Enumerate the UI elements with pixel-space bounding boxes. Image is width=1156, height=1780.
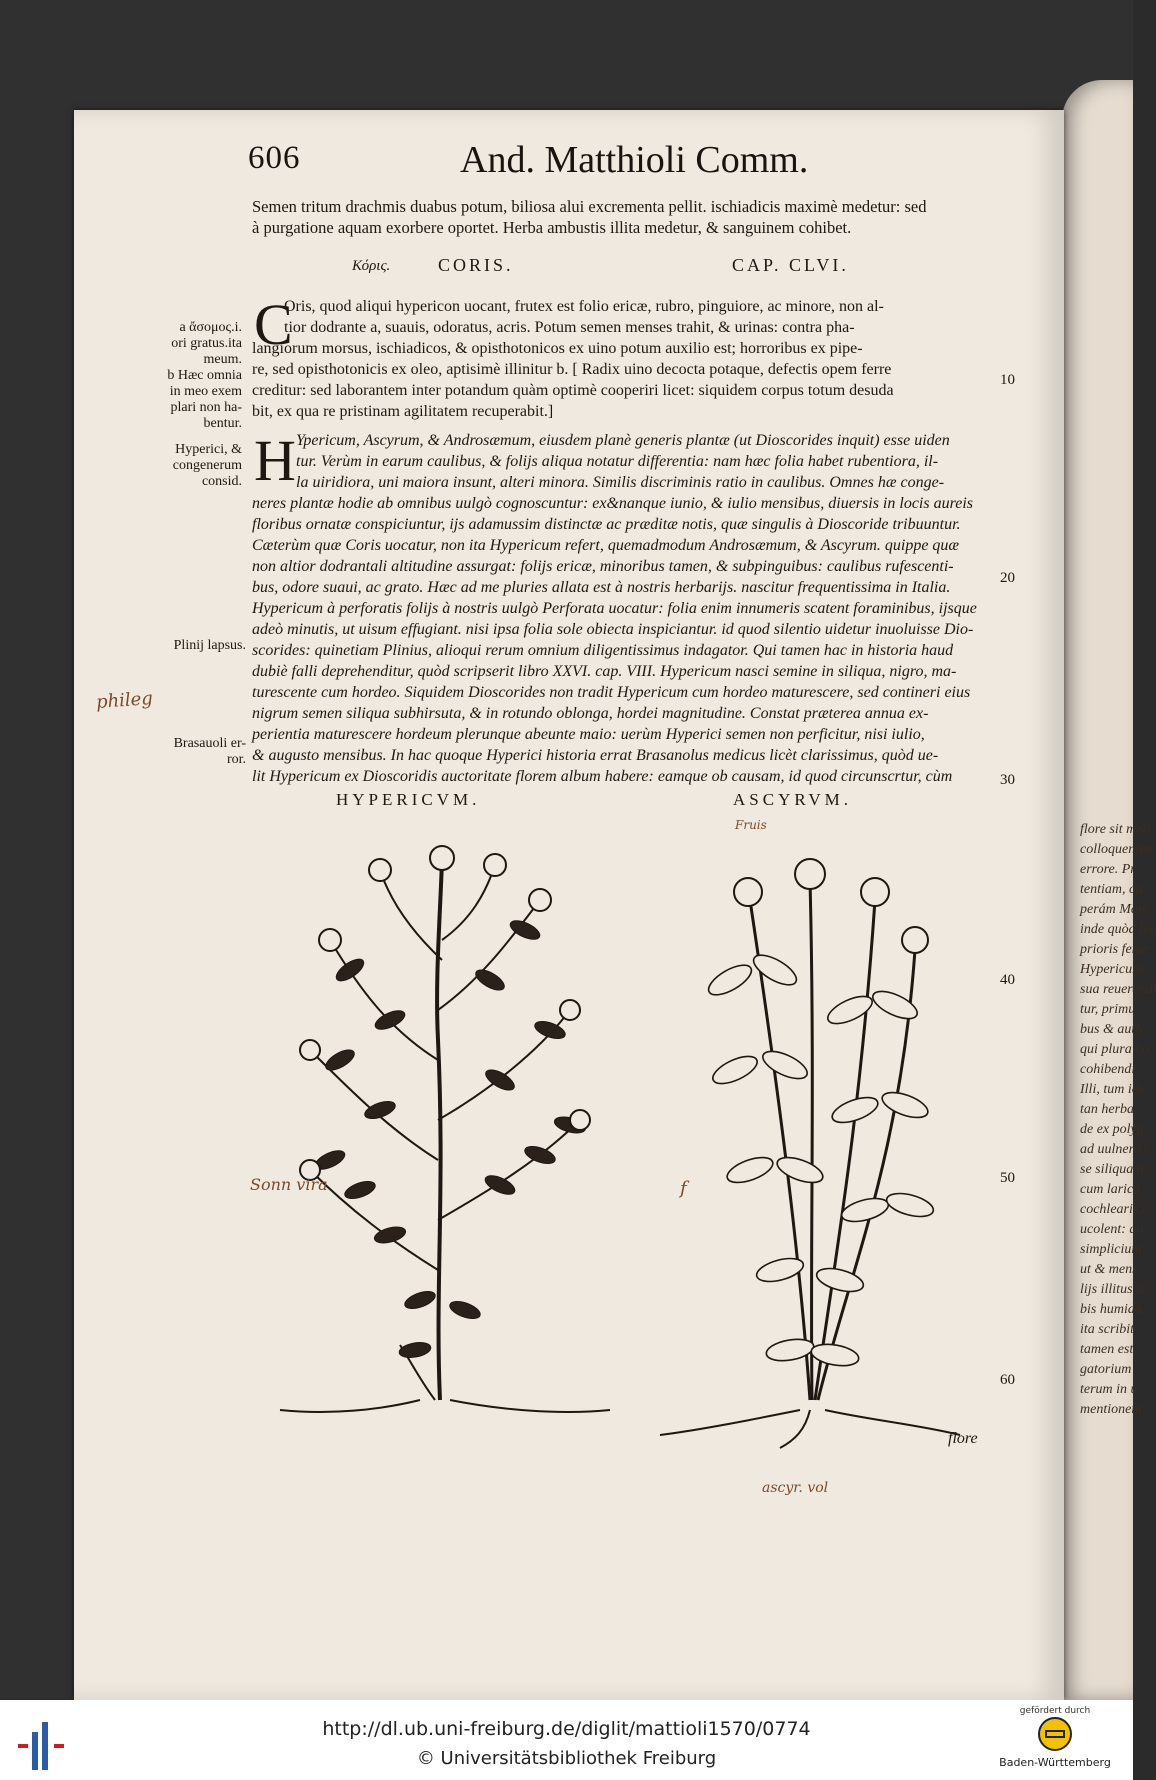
intro-text [252, 196, 992, 238]
facing-line: prioris fente [1080, 942, 1149, 957]
coris-line: Oris, quod aliqui hypericon uocant, frutex est folio ericæ, rubro, pinguiore, ac minore, non al- [284, 298, 884, 315]
hypericum-line: scorides: quinetiam Plinius, alioqui rerum omnium diligentissimus indagator. Qui tamen hac in historia haud [252, 642, 954, 659]
hypericum-line: la uiridiora, uni maiora insunt, alteri minora. Similis discriminis ratio in caulibus. Omnes hæ conge- [296, 474, 945, 491]
margin-note-line: in meo exem [169, 384, 242, 399]
facing-line: simplicium [1080, 1242, 1142, 1257]
hypericum-line: Cæterùm quæ Coris uocatur, non ita Hypericum refert, quemadmodum Androsæmum, & Ascyrum. quippe quæ [252, 537, 960, 554]
facing-page-text [1080, 820, 1156, 1420]
margin-note-plinij: Plinij lapsus. [173, 638, 246, 653]
sponsor-badge [980, 1704, 1130, 1780]
handwritten-margin-note: phileg [95, 688, 154, 713]
margin-note-line: congenerum [172, 458, 242, 473]
line-number: 50 [1000, 1170, 1015, 1186]
copyright-notice: © Universitätsbibliothek Freiburg [416, 1748, 717, 1769]
facing-line: terum in u [1080, 1382, 1138, 1397]
hypericum-paragraph-cont [252, 493, 989, 787]
flore-note: flore [948, 1430, 978, 1447]
plant-label-hypericum: HYPERICVM. [336, 790, 481, 809]
hypericum-line: tur. Verùm in earum caulibus, & folijs aliqua notatur differentia: nam hæc folia habet rubentiora, il- [296, 453, 939, 470]
running-head: And. Matthioli Comm. [460, 139, 809, 181]
coris-line: tior dodrante a, suauis, odoratus, acris. Potum semen menses trahit, & urinas: contra pha- [284, 319, 855, 336]
hypericum-line: non altior dodrantali altitudine assurgat: folijs ericæ, minoribus tamen, & subpinguibus: caulibus rufescenti- [252, 558, 954, 575]
coris-line: langiorum morsus, ischiadicos, & opisthotonicos ex uino potum auxilio est; horroribus ex pipe- [252, 340, 863, 357]
line-number: 10 [1000, 372, 1015, 388]
handwritten-right-top: Fruis [735, 818, 767, 832]
facing-line: ad uulnera c [1080, 1142, 1151, 1157]
chapter-greek-name: Κόρις. [352, 258, 391, 274]
coris-line: re, sed opisthotonicis ex oleo, aptisimè illinitur b. [ Radix uino decocta potaque, defectis opem ferre [252, 361, 892, 378]
hypericum-line: lit Hypericum ex Dioscoridis auctoritate florem album habere: eamque ob causam, id quod circunscrtur, cùm [252, 768, 953, 785]
margin-note-line: ori gratus.ita [171, 336, 242, 351]
coris-paragraph-cont [252, 338, 989, 422]
facing-line: cum larica [1080, 1182, 1141, 1197]
hypericum-line: Ypericum, Ascyrum, & Androsæmum, eiusdem planè generis plantæ (ut Dioscorides inquit) esse uiden [296, 432, 950, 449]
chapter-number: CAP. CLVI. [732, 255, 849, 275]
intro-line: Semen tritum drachmis duabus potum, biliosa alui excrementa pellit. ischiadicis maximè medetur: sed [252, 197, 927, 216]
facing-line: ucolent: qu [1080, 1222, 1144, 1237]
footer-bar [0, 1700, 1133, 1780]
chapter-title: CORIS. [438, 255, 514, 275]
facing-line: qui plura bo [1080, 1042, 1150, 1057]
ascyrum-woodcut [660, 840, 960, 1450]
facing-line: sua reuerendi [1080, 982, 1156, 997]
margin-note-a [150, 320, 242, 368]
facing-line: bus & auth [1080, 1022, 1143, 1037]
margin-note-b [150, 368, 242, 432]
page-number: 606 [248, 140, 301, 176]
facing-line: tentiam, cù [1080, 882, 1143, 897]
permalink-url[interactable]: http://dl.ub.uni-freiburg.de/diglit/mattioli1570/0774 [322, 1718, 811, 1740]
facing-line: mentionem [1080, 1402, 1142, 1417]
margin-note-line: plari non ha- [170, 400, 242, 415]
line-number: 20 [1000, 570, 1015, 586]
margin-note-line: ror. [226, 752, 246, 767]
facing-line: colloquenten [1080, 842, 1153, 857]
hypericum-line: turescente cum hordeo. Siquidem Dioscorides non tradit Hypericum cum hordeo maturescere, sed contineri eius [252, 684, 971, 701]
margin-note-line: Brasauoli er- [173, 736, 246, 751]
hypericum-line: perientia maturescere hordeum plerunque abeunte maio: uerùm Hyperici semen non perficitur, nisi iulio, [252, 726, 925, 743]
facing-line: tur, primu [1080, 1002, 1136, 1017]
coris-paragraph [284, 296, 989, 338]
hypericum-line: floribus ornatæ conspiciuntur, ijs adamussim distinctæ ac præditæ notis, quæ singulis à Dioscoride tribuuntur. [252, 516, 961, 533]
line-number: 60 [1000, 1372, 1015, 1388]
sponsor-name: Baden-Württemberg [999, 1756, 1111, 1769]
line-number: 40 [1000, 972, 1015, 988]
margin-note-hyperici [150, 442, 242, 490]
facing-line: se siliqua n [1080, 1162, 1144, 1177]
intro-line: à purgatione aquam exorbere oportet. Herba ambustis illita medetur, & sanguinem cohibet. [252, 218, 852, 237]
handwritten-right-plant: f [680, 1178, 687, 1199]
facing-line: perám Marc [1080, 902, 1150, 917]
margin-note-line: Hyperici, & [175, 442, 242, 457]
margin-note-line: meum. [203, 352, 242, 367]
hypericum-line: nigrum semen siliqua subhirsuta, & in rotundo oblonga, hordei magnitudine. Constat præterea annua ex- [252, 705, 929, 722]
facing-line: gatorium [1080, 1362, 1132, 1377]
facing-line: de ex polyg [1080, 1122, 1144, 1137]
facing-line: bis humida [1080, 1302, 1142, 1317]
facing-line: Hypericum. [1080, 962, 1146, 977]
coris-line: creditur: sed laborantem inter potandum quàm optimè cooperiri licet: siquidem corpus totum desuda [252, 382, 894, 399]
margin-note-line: bentur. [203, 416, 242, 431]
margin-note-brasauoli [150, 736, 246, 768]
dropcap-c: C [254, 292, 293, 357]
facing-line: Illi, tum ide [1080, 1082, 1145, 1097]
hypericum-line: Hypericum à perforatis folijs à nostris uulgò Perforata uocatur: folia enim innumeris scatent foraminibus, ijsque [252, 600, 977, 617]
facing-line: errore. Pr [1080, 862, 1136, 877]
hypericum-line: adeò minutis, ut uisum effugiant. nisi ipsa folia sole obiecta inspiciantur. id quod silentio uidetur inuoluisse Dio- [252, 621, 974, 638]
baden-wuerttemberg-crest-icon [1035, 1716, 1075, 1752]
facing-line: flore sit meli [1080, 822, 1151, 837]
hypericum-line: neres plantæ hodie ab omnibus uulgò cognoscuntur: ex&nanque iunio, & iulio mensibus, diuersis in locis aureis [252, 495, 973, 512]
handwritten-left-plant: Sonn vira [250, 1175, 328, 1194]
plant-label-ascyrum: ASCYRVM. [733, 790, 852, 809]
hypericum-paragraph [296, 430, 989, 493]
facing-line: cochlearis r [1080, 1202, 1148, 1217]
handwritten-bottom: ascyr. vol [762, 1480, 829, 1496]
hypericum-line: bus, odore suaui, ac grato. Hæc ad me pluries allata est à nostris herbarijs. nascitur frequentissima in Italia. [252, 579, 951, 596]
hypericum-woodcut [270, 840, 620, 1440]
facing-line: inde quòd leg [1080, 922, 1156, 937]
line-number: 30 [1000, 772, 1015, 788]
margin-note-line: a ἄσομος.i. [179, 320, 242, 335]
facing-line: ita scribit [1080, 1322, 1135, 1337]
hypericum-line: dubiè falli deprehenditur, quòd scripserit libro XXVI. cap. VIII. Hypericum nasci semine in siliqua, nigro, ma- [252, 663, 957, 680]
facing-line: cohibendi. [1080, 1062, 1139, 1077]
facing-line: tan herba, [1080, 1102, 1138, 1117]
coris-line: bit, ex qua re pristinam agilitatem recuperabit.] [252, 403, 554, 420]
facing-line: tamen est, [1080, 1342, 1137, 1357]
margin-note-line: consid. [201, 474, 242, 489]
sponsor-top-text: gefördert durch [1019, 1706, 1091, 1716]
hypericum-line: & augusto mensibus. In hac quoque Hyperici historia errat Brasanolus medicus licèt clarissimus, quòd ue- [252, 747, 939, 764]
facing-line: ut & mens [1080, 1262, 1138, 1277]
facing-line: lijs illitus u [1080, 1282, 1144, 1297]
margin-note-line: b Hæc omnia [167, 368, 242, 383]
dropcap-h: H [254, 428, 296, 493]
